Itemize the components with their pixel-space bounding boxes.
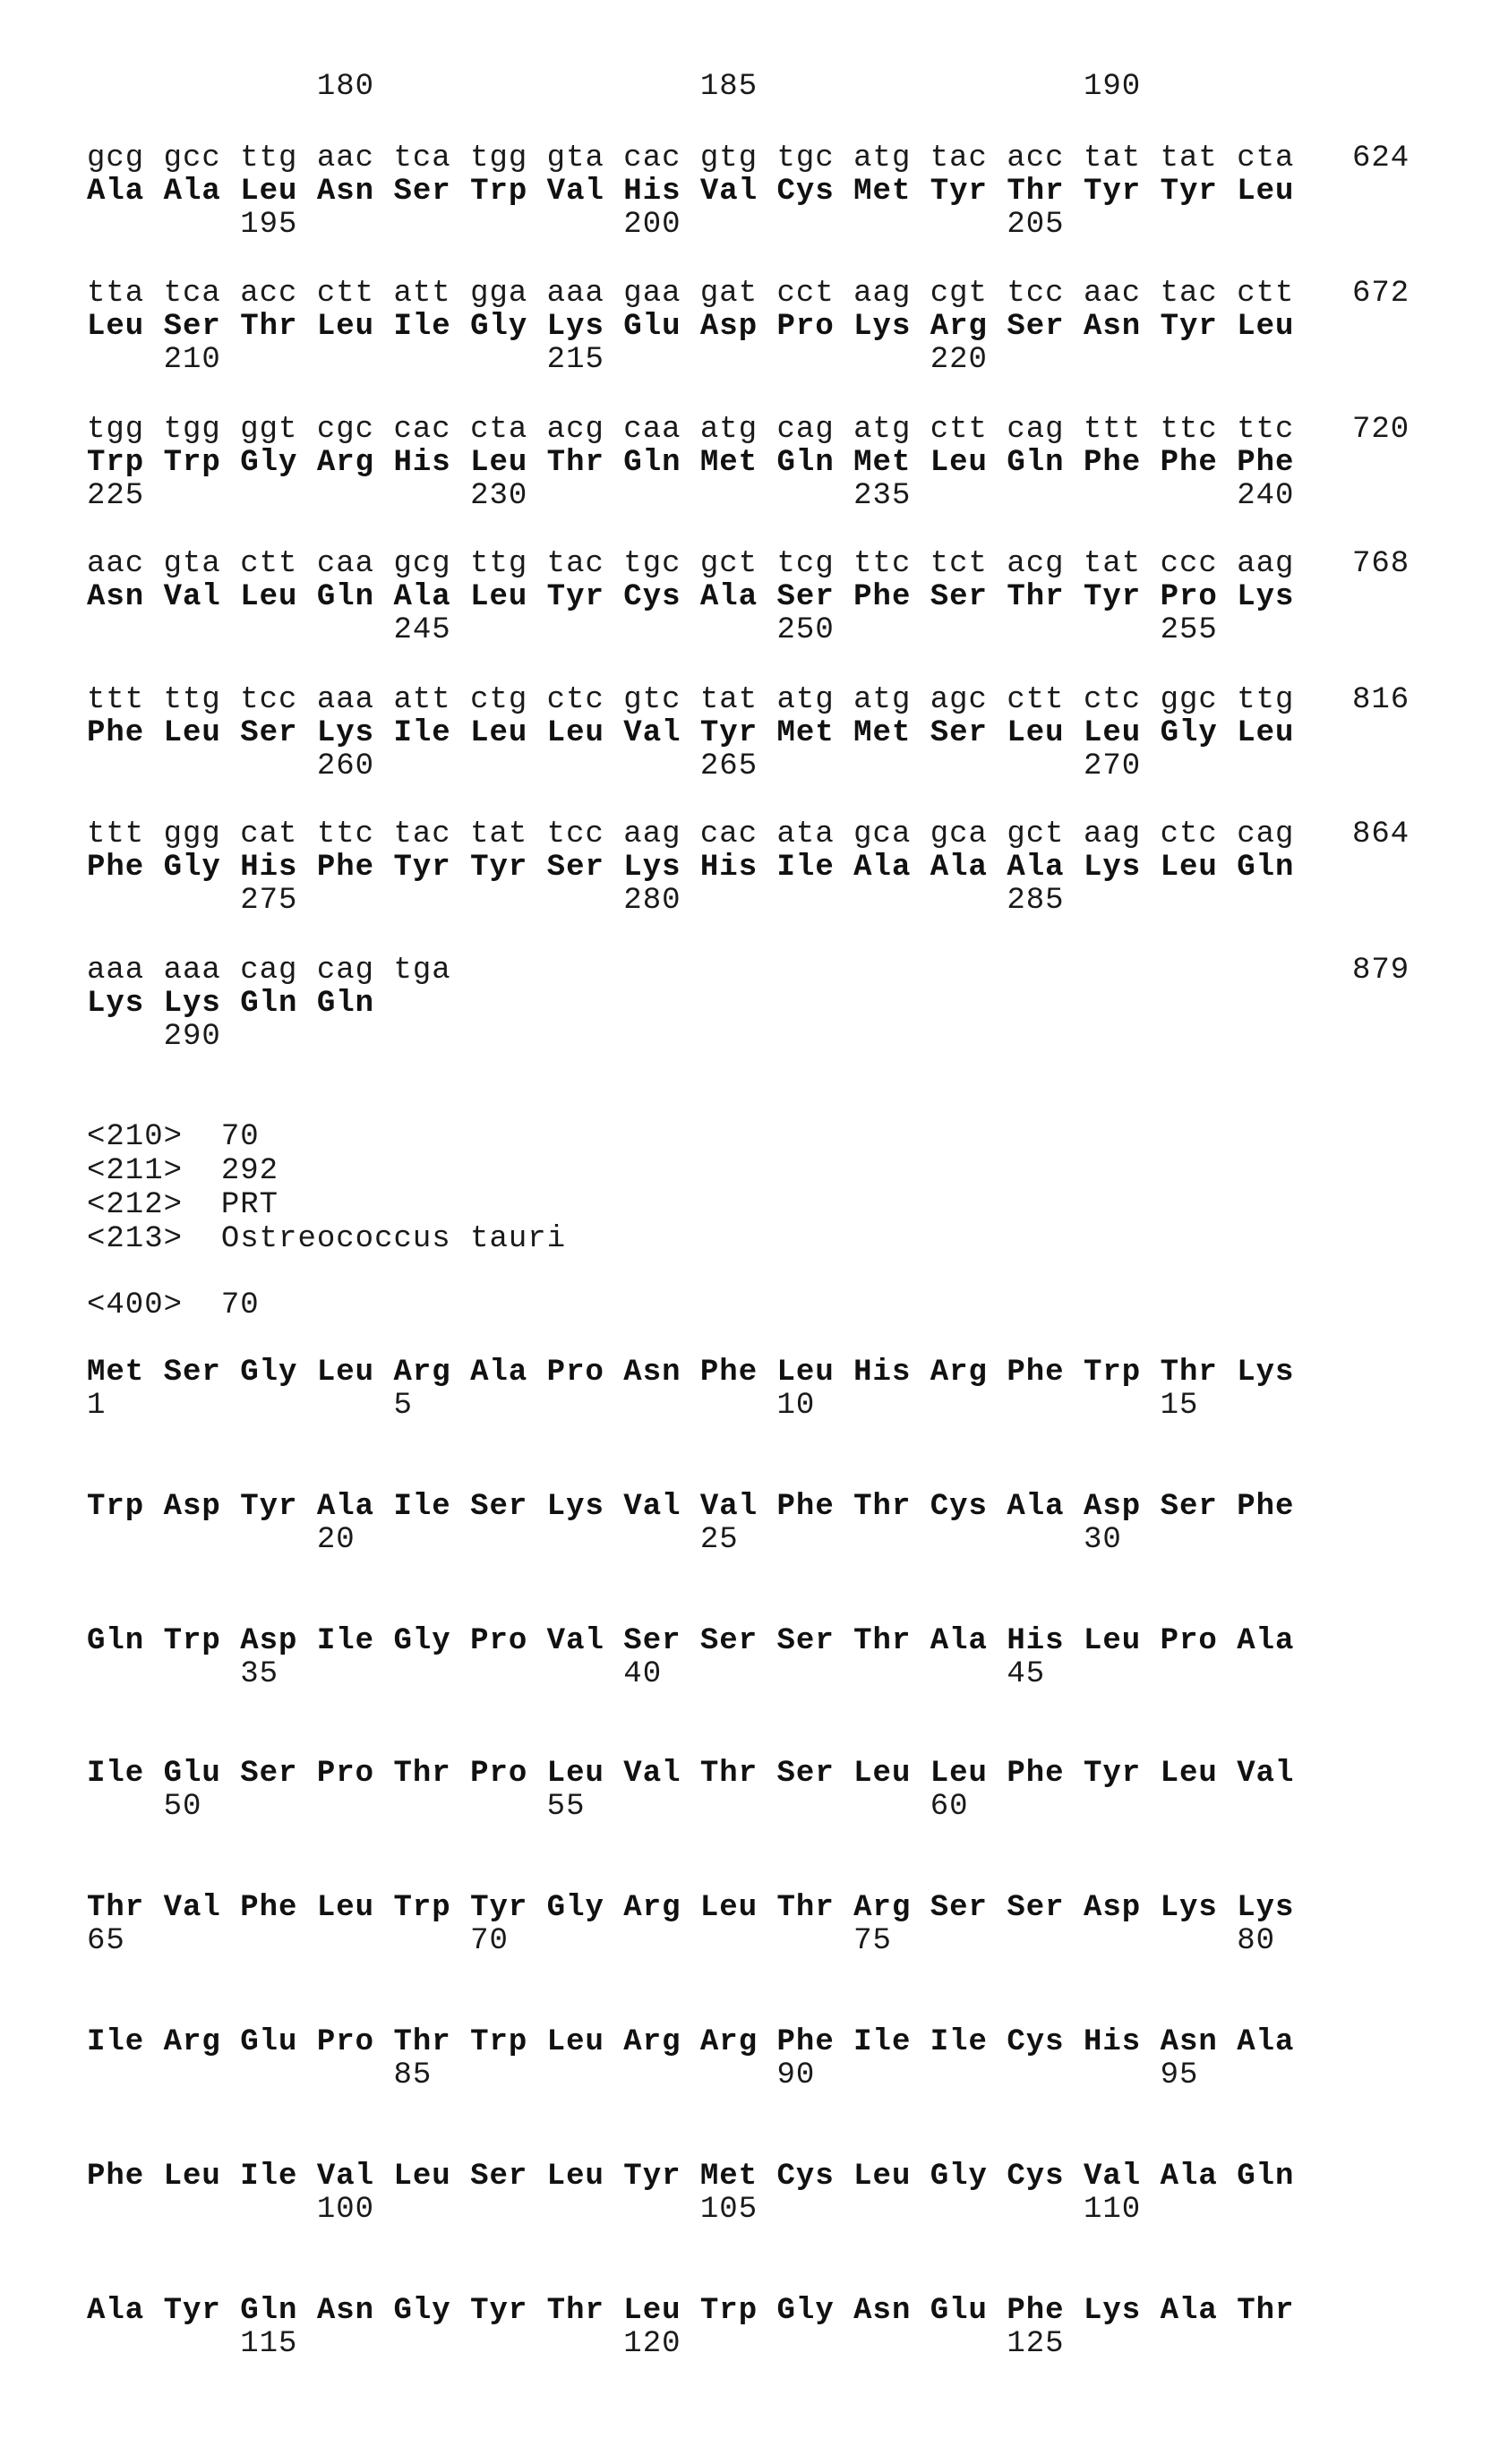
- residue-number-row: 85 90 95: [87, 2058, 1199, 2092]
- header-value: Ostreococcus tauri: [220, 1222, 567, 1256]
- header-value: 292: [220, 1154, 279, 1188]
- residue-number-row: 50 55 60: [87, 1790, 969, 1824]
- amino-acid-row: Trp Trp Gly Arg His Leu Thr Gln Met Gln Met Leu Gln Phe Phe Phe: [87, 446, 1295, 480]
- nucleotide-position: 879: [1352, 954, 1410, 988]
- amino-acid-row: Phe Leu Ser Lys Ile Leu Leu Val Tyr Met Met Ser Leu Leu Gly Leu: [87, 716, 1295, 750]
- nucleotide-row: tgg tgg ggt cgc cac cta acg caa atg cag atg ctt cag ttt ttc ttc: [87, 413, 1295, 447]
- nucleotide-position: 624: [1352, 141, 1410, 175]
- residue-number-row: 290: [87, 1020, 221, 1054]
- header-tag: <212>: [87, 1188, 184, 1222]
- nucleotide-row: gcg gcc ttg aac tca tgg gta cac gtg tgc atg tac acc tat tat cta: [87, 141, 1295, 175]
- amino-acid-row: Leu Ser Thr Leu Ile Gly Lys Glu Asp Pro Lys Arg Ser Asn Tyr Leu: [87, 310, 1295, 344]
- residue-number-row: 35 40 45: [87, 1657, 1046, 1691]
- residue-number-row: 210 215 220: [87, 343, 988, 377]
- header-tag: <210>: [87, 1120, 184, 1154]
- residue-number-row: 1 5 10 15: [87, 1389, 1199, 1423]
- header-value: 70: [220, 1288, 260, 1322]
- amino-acid-row: Gln Trp Asp Ile Gly Pro Val Ser Ser Ser Thr Ala His Leu Pro Ala: [87, 1624, 1295, 1658]
- residue-number-row: 245 250 255: [87, 613, 1218, 647]
- residue-number-row: 195 200 205: [87, 208, 1065, 242]
- header-line-213: [87, 1223, 566, 1256]
- nucleotide-row: aaa aaa cag cag tga: [87, 954, 451, 988]
- residue-number-row: 260 265 270: [87, 749, 1142, 783]
- header-line-210: [87, 1121, 260, 1154]
- amino-acid-row: Ile Glu Ser Pro Thr Pro Leu Val Thr Ser Leu Leu Phe Tyr Leu Val: [87, 1757, 1295, 1791]
- amino-acid-row: Asn Val Leu Gln Ala Leu Tyr Cys Ala Ser Phe Ser Thr Tyr Pro Lys: [87, 580, 1295, 614]
- header-tag: <400>: [87, 1288, 184, 1322]
- nucleotide-position: 864: [1352, 817, 1410, 851]
- nucleotide-row: tta tca acc ctt att gga aaa gaa gat cct aag cgt tcc aac tac ctt: [87, 277, 1295, 311]
- residue-number-row: 100 105 110: [87, 2193, 1142, 2227]
- nucleotide-row: ttt ttg tcc aaa att ctg ctc gtc tat atg atg agc ctt ctc ggc ttg: [87, 683, 1295, 717]
- nucleotide-row: aac gta ctt caa gcg ttg tac tgc gct tcg ttc tct acg tat ccc aag: [87, 547, 1295, 581]
- header-line-212: [87, 1189, 278, 1222]
- residue-number-row: 225 230 235 240: [87, 479, 1295, 513]
- nucleotide-position: 672: [1352, 277, 1410, 311]
- amino-acid-row: Lys Lys Gln Gln: [87, 987, 375, 1021]
- nucleotide-position: 720: [1352, 413, 1410, 447]
- residue-number-row: 180 185 190: [87, 70, 1142, 104]
- residue-number-row: 65 70 75 80: [87, 1924, 1276, 1958]
- nucleotide-position: 768: [1352, 547, 1410, 581]
- header-tag: <213>: [87, 1222, 184, 1256]
- residue-number-row: 275 280 285: [87, 884, 1065, 918]
- residue-number-row: 20 25 30: [87, 1523, 1122, 1557]
- amino-acid-row: Phe Gly His Phe Tyr Tyr Ser Lys His Ile Ala Ala Ala Lys Leu Gln: [87, 851, 1295, 885]
- header-tag: <211>: [87, 1154, 184, 1188]
- nucleotide-row: ttt ggg cat ttc tac tat tcc aag cac ata gca gca gct aag ctc cag: [87, 817, 1295, 851]
- nucleotide-position: 816: [1352, 683, 1410, 717]
- header-value: PRT: [220, 1188, 279, 1222]
- amino-acid-row: Met Ser Gly Leu Arg Ala Pro Asn Phe Leu His Arg Phe Trp Thr Lys: [87, 1356, 1295, 1390]
- amino-acid-row: Ile Arg Glu Pro Thr Trp Leu Arg Arg Phe Ile Ile Cys His Asn Ala: [87, 2025, 1295, 2059]
- amino-acid-row: Ala Tyr Gln Asn Gly Tyr Thr Leu Trp Gly Asn Glu Phe Lys Ala Thr: [87, 2294, 1295, 2328]
- amino-acid-row: Thr Val Phe Leu Trp Tyr Gly Arg Leu Thr Arg Ser Ser Asp Lys Lys: [87, 1891, 1295, 1925]
- header-value: 70: [220, 1120, 260, 1154]
- amino-acid-row: Phe Leu Ile Val Leu Ser Leu Tyr Met Cys Leu Gly Cys Val Ala Gln: [87, 2160, 1295, 2194]
- header-line-211: [87, 1155, 278, 1188]
- header-line-400: [87, 1289, 260, 1322]
- residue-number-row: 115 120 125: [87, 2327, 1065, 2361]
- amino-acid-row: Ala Ala Leu Asn Ser Trp Val His Val Cys Met Tyr Thr Tyr Tyr Leu: [87, 175, 1295, 209]
- amino-acid-row: Trp Asp Tyr Ala Ile Ser Lys Val Val Phe Thr Cys Ala Asp Ser Phe: [87, 1490, 1295, 1524]
